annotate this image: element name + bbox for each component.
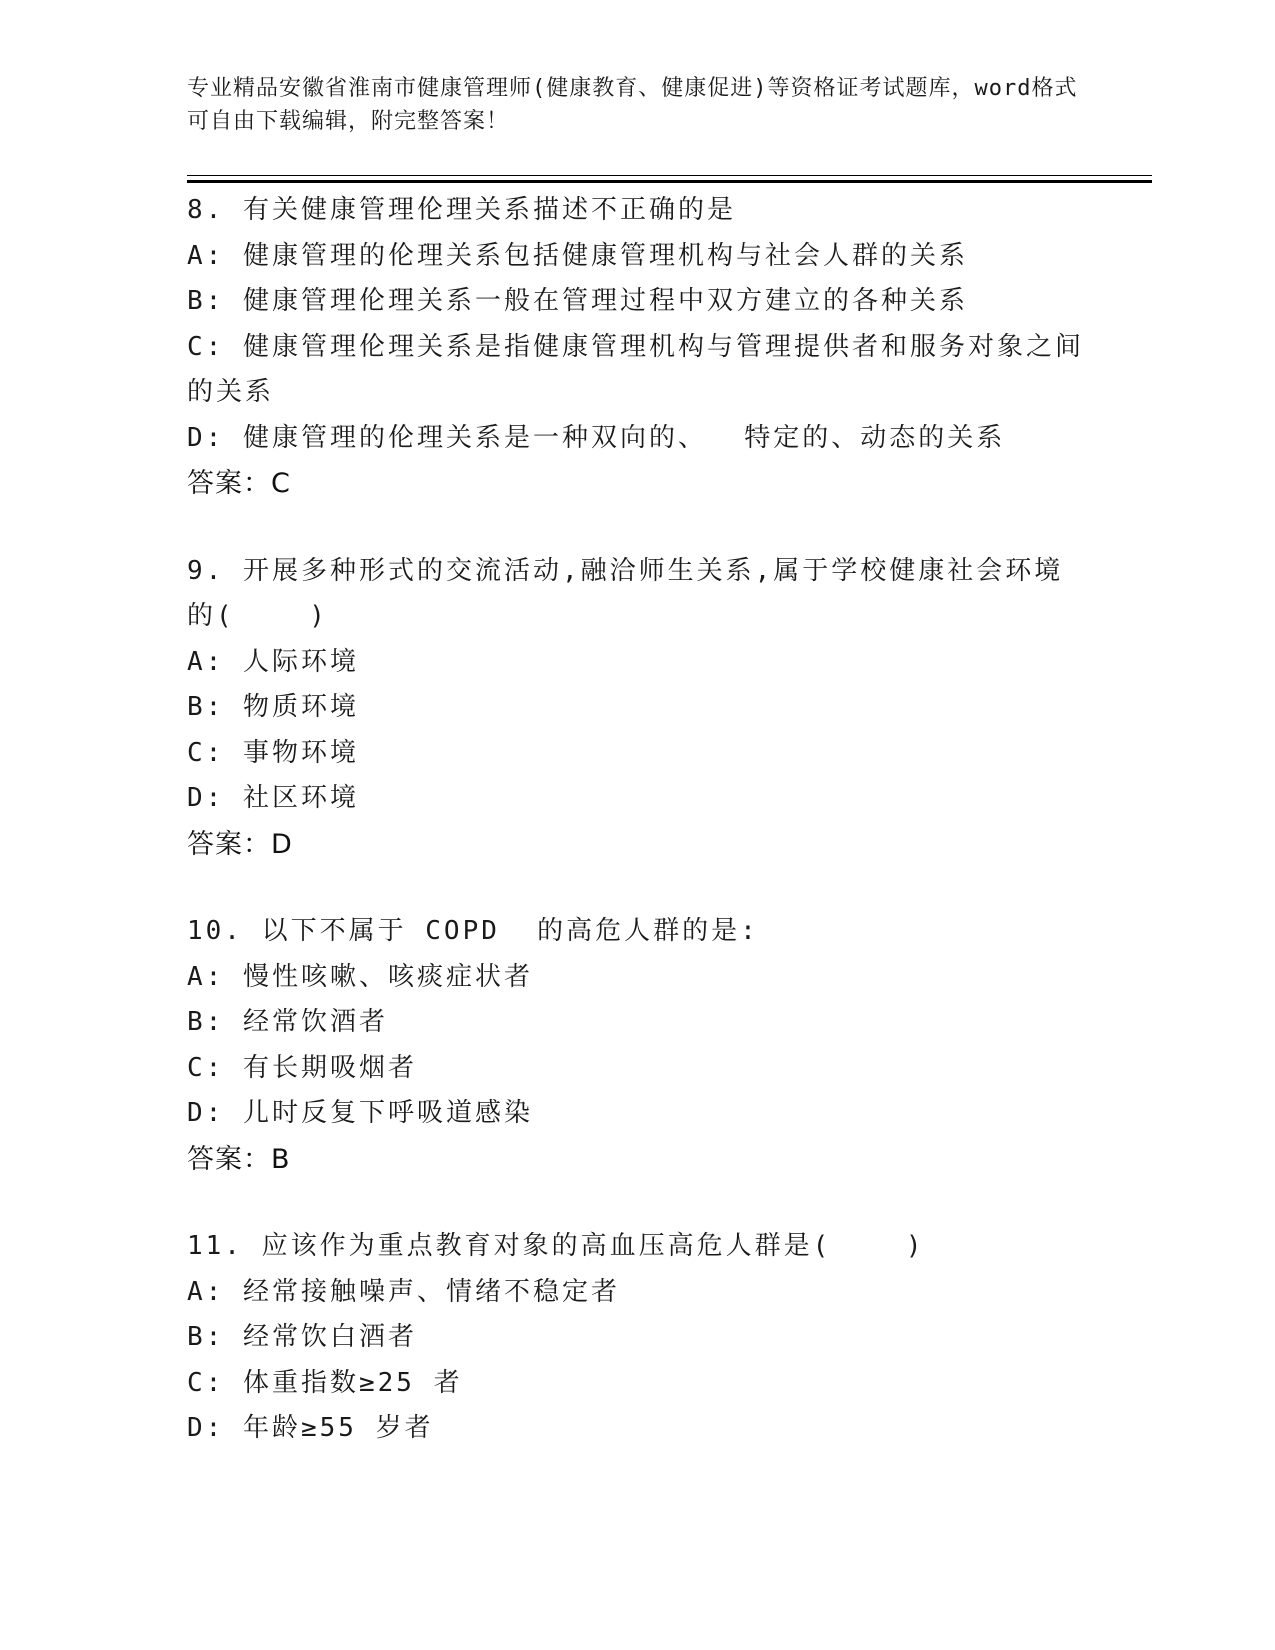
- question-11: [187, 1224, 1087, 1452]
- question-10: [187, 909, 1087, 1182]
- option-b: B: 经常饮酒者: [187, 1007, 388, 1037]
- option-d: D: 健康管理的伦理关系是一种双向的、 特定的、动态的关系: [187, 422, 1006, 453]
- answer-line: 答案：C: [187, 468, 291, 499]
- option-a: A: 经常接触噪声、情绪不稳定者: [187, 1276, 620, 1307]
- header-divider-thin: [187, 175, 1152, 176]
- question-list: [187, 188, 1087, 1494]
- option-d: D: 社区环境: [187, 783, 359, 813]
- option-b: B: 经常饮白酒者: [187, 1322, 417, 1352]
- option-b: B: 健康管理伦理关系一般在管理过程中双方建立的各种关系: [187, 286, 968, 316]
- answer-line: 答案：B: [187, 1143, 291, 1175]
- option-c: C: 事物环境: [187, 737, 359, 768]
- option-d: D: 年龄≥55 岁者: [187, 1413, 434, 1443]
- answer-line: 答案：D: [187, 828, 293, 860]
- question-stem: 10. 以下不属于 COPD 的高危人群的是:: [187, 916, 759, 946]
- question-stem: 8. 有关健康管理伦理关系描述不正确的是: [187, 195, 736, 225]
- question-stem: 9. 开展多种形式的交流活动,融洽师生关系,属于学校健康社会环境的( ): [187, 555, 1064, 631]
- question-stem: 11. 应该作为重点教育对象的高血压高危人群是( ): [187, 1231, 925, 1261]
- option-c: C: 体重指数≥25 者: [187, 1367, 463, 1398]
- option-b: B: 物质环境: [187, 692, 359, 722]
- document-header: 专业精品安徽省淮南市健康管理师(健康教育、健康促进)等资格证考试题库，word格式可自由下载编辑，附完整答案！: [187, 76, 1078, 134]
- question-8: [187, 188, 1087, 507]
- option-c: C: 健康管理伦理关系是指健康管理机构与管理提供者和服务对象之间的关系: [187, 331, 1084, 407]
- option-a: A: 人际环境: [187, 646, 359, 677]
- option-c: C: 有长期吸烟者: [187, 1052, 417, 1083]
- question-9: [187, 549, 1087, 868]
- option-a: A: 健康管理的伦理关系包括健康管理机构与社会人群的关系: [187, 240, 968, 271]
- header-divider-thick: [187, 180, 1152, 183]
- option-a: A: 慢性咳嗽、咳痰症状者: [187, 961, 533, 992]
- option-d: D: 儿时反复下呼吸道感染: [187, 1098, 533, 1128]
